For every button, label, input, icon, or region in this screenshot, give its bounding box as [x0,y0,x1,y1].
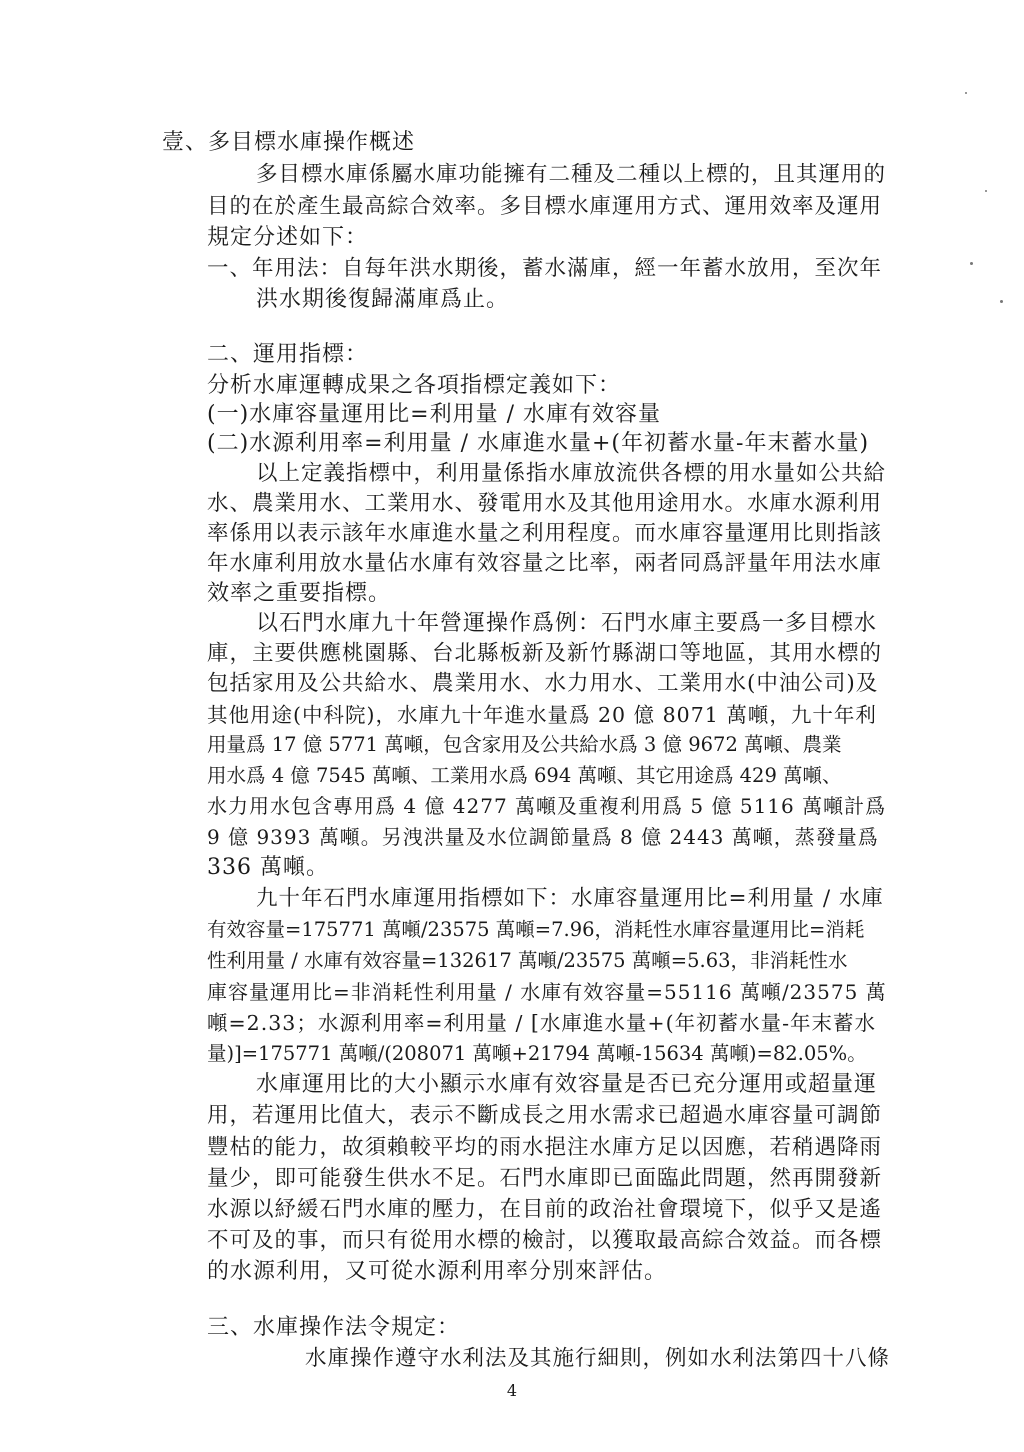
item2-heading: 二、運用指標： [207,342,369,367]
example-line: 庫，主要供應桃園縣、台北縣板新及新竹縣湖口等地區，其用水標的 [207,641,883,666]
example-line: 9 億 9393 萬噸。另洩洪量及水位調節量爲 8 億 2443 萬噸，蒸發量爲 [207,825,879,849]
indicators-line: 庫容量運用比=非消耗性利用量 / 水庫有效容量=55116 萬噸/23575 萬 [207,980,887,1004]
example-line: 336 萬噸。 [207,855,329,880]
indicators-line: 有效容量=175771 萬噸/23575 萬噸=7.96，消耗性水庫容量運用比=消耗 [207,918,865,941]
intro-line: 規定分述如下： [207,225,369,250]
scan-speck [985,190,987,192]
page-number: 4 [506,1381,518,1400]
scan-speck [970,262,973,265]
example-line: 以石門水庫九十年營運操作爲例：石門水庫主要爲一多目標水 [256,611,878,636]
example-line: 用水爲 4 億 7545 萬噸、工業用水爲 694 萬噸、其它用途爲 429 萬噸、 [207,764,842,787]
indicators-line: 量)]=175771 萬噸/(208071 萬噸+21794 萬噸-15634 萬噸)=82.05%。 [207,1042,867,1065]
discussion-line: 豐枯的能力，故須賴較平均的雨水挹注水庫方足以因應，若稍遇降雨 [207,1135,883,1160]
example-line: 其他用途(中科院)，水庫九十年進水量爲 20 億 8071 萬噸，九十年利 [207,703,877,727]
discussion-line: 不可及的事，而只有從用水標的檢討，以獲取最高綜合效益。而各標 [207,1228,883,1253]
definitions-line: 年水庫利用放水量佔水庫有效容量之比率，兩者同爲評量年用法水庫 [207,551,883,576]
definitions-line: 以上定義指標中，利用量係指水庫放流供各標的用水量如公共給 [256,461,887,486]
item2-line: 分析水庫運轉成果之各項指標定義如下： [207,373,622,398]
definitions-line: 效率之重要指標。 [207,581,392,606]
discussion-line: 用，若運用比值大，表示不斷成長之用水需求已超過水庫容量可調節 [207,1103,883,1128]
example-line: 用量爲 17 億 5771 萬噸，包含家用及公共給水爲 3 億 9672 萬噸、農業 [207,733,842,756]
item1-line: 洪水期後復歸滿庫爲止。 [256,287,510,312]
discussion-line: 水源以紓緩石門水庫的壓力，在目前的政治社會環境下，似乎又是遙 [207,1197,883,1222]
intro-line: 多目標水庫係屬水庫功能擁有二種及二種以上標的，且其運用的 [256,162,887,187]
indicators-line: 九十年石門水庫運用指標如下：水庫容量運用比=利用量 / 水庫 [256,886,884,911]
discussion-line: 的水源利用，又可從水源利用率分別來評估。 [207,1259,668,1284]
definitions-line: 水、農業用水、工業用水、發電用水及其他用途用水。水庫水源利用 [207,491,883,516]
example-line: 包括家用及公共給水、農業用水、水力用水、工業用水(中油公司)及 [207,671,879,696]
section-title: 壹、多目標水庫操作概述 [162,130,416,155]
intro-line: 目的在於產生最高綜合效率。多目標水庫運用方式、運用效率及運用 [207,194,883,219]
item3-heading: 三、水庫操作法令規定： [207,1315,461,1340]
discussion-line: 量少，即可能發生供水不足。石門水庫即已面臨此問題，然再開發新 [207,1166,883,1191]
definitions-line: 率係用以表示該年水庫進水量之利用程度。而水庫容量運用比則指該 [207,521,883,546]
discussion-line: 水庫運用比的大小顯示水庫有效容量是否已充分運用或超量運 [256,1072,878,1097]
scan-speck [1000,300,1003,303]
scan-speck [965,92,967,94]
item2-line: (一)水庫容量運用比=利用量 / 水庫有效容量 [207,402,661,427]
item1-line: 一、年用法：自每年洪水期後，蓄水滿庫，經一年蓄水放用，至次年 [207,256,883,281]
indicators-line: 噸=2.33；水源利用率=利用量 / [水庫進水量+(年初蓄水量-年末蓄水 [207,1011,877,1035]
indicators-line: 性利用量 / 水庫有效容量=132617 萬噸/23575 萬噸=5.63，非消耗性水 [207,949,848,972]
item3-line: 水庫操作遵守水利法及其施行細則，例如水利法第四十八條 [305,1346,891,1371]
example-line: 水力用水包含專用爲 4 億 4277 萬噸及重複利用爲 5 億 5116 萬噸計爲 [207,794,887,818]
item2-line: (二)水源利用率=利用量 / 水庫進水量+(年初蓄水量-年末蓄水量) [207,431,870,456]
